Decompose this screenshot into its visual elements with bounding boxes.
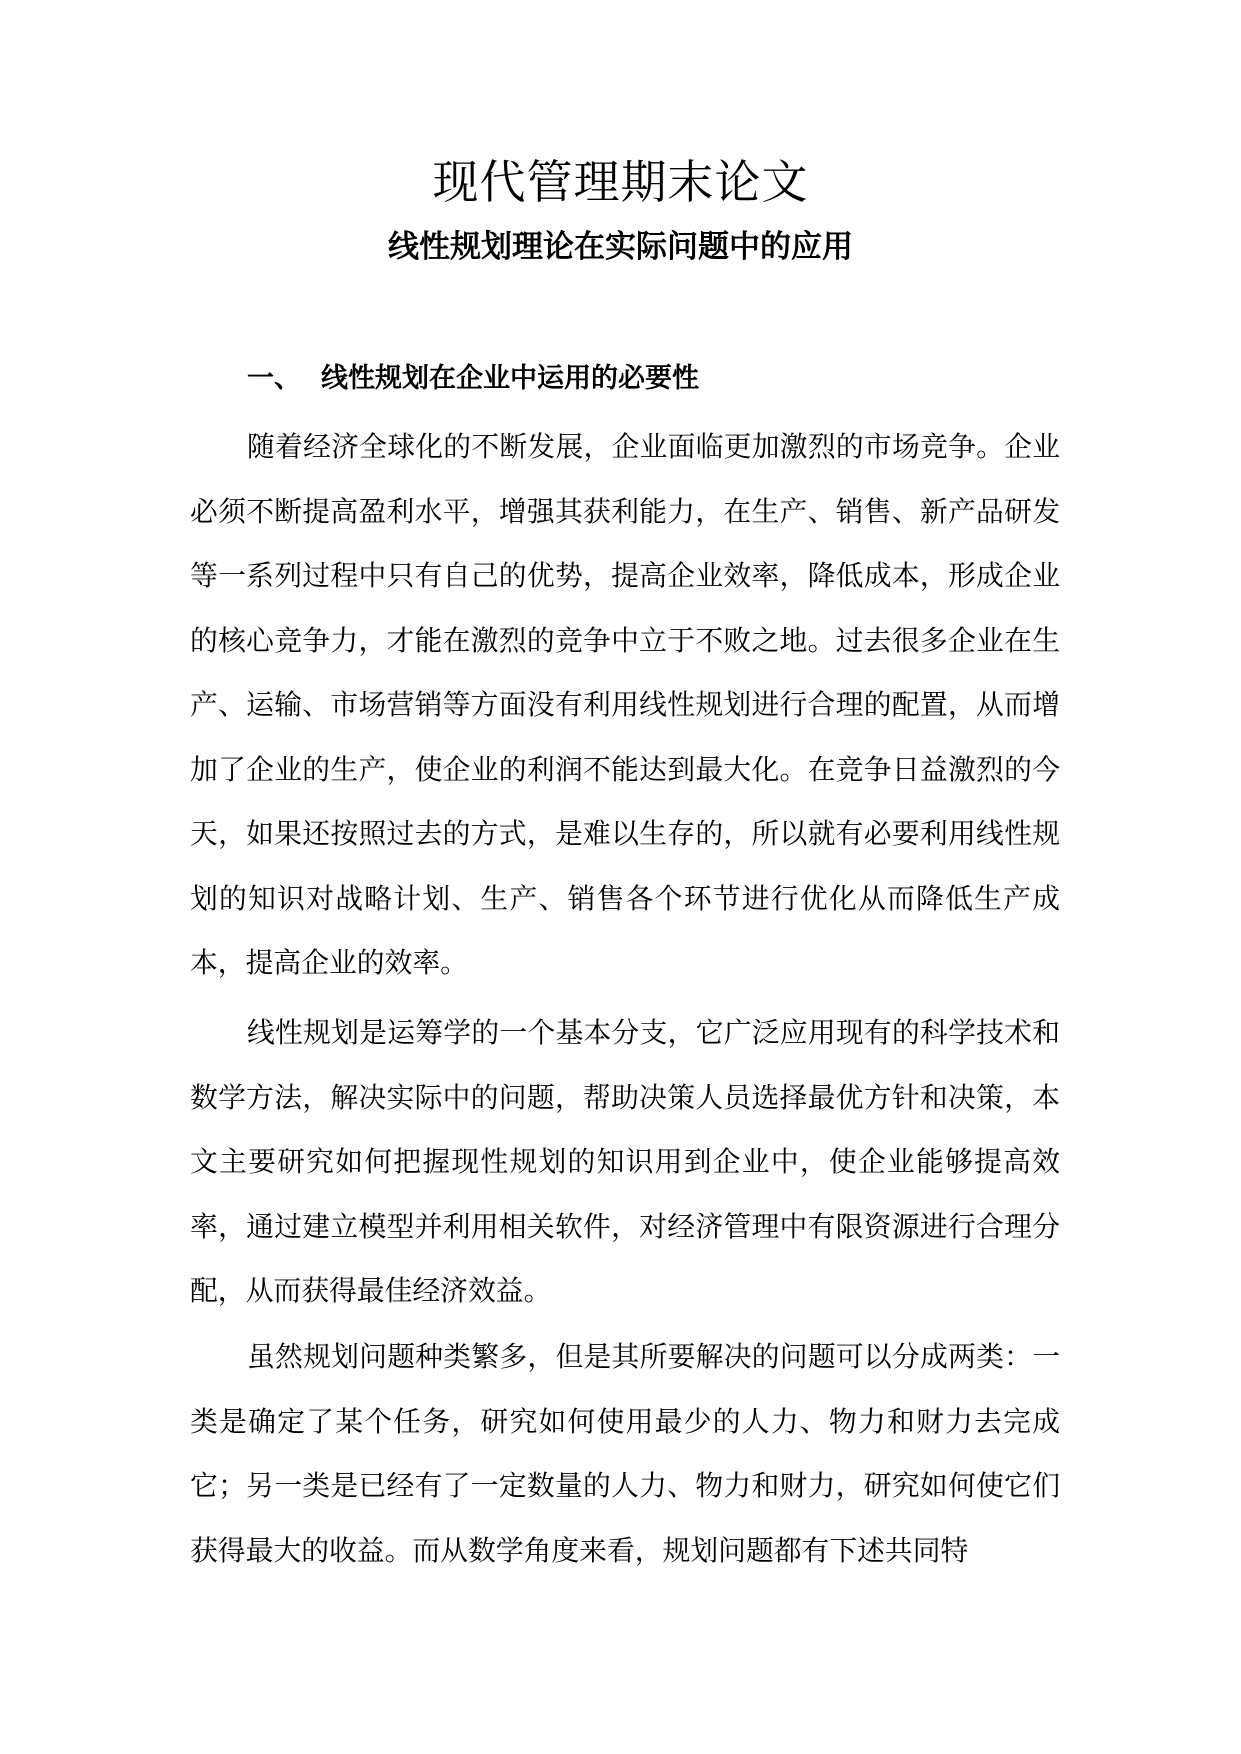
document-title: 现代管理期末论文 xyxy=(432,155,809,209)
paragraph-1: 随着经济全球化的不断发展，企业面临更加激烈的市场竞争。企业必须不断提高盈利水平，增强其获利能力，在生产、销售、新产品研发等一系列过程中只有自己的优势，提高企业效率，降低成本，形成企业的核心竞争力，才能在激烈的竞争中立于不败之地。过去很多企业在生产、运输、市场营销等方面没有利用线性规划进行合理的配置，从而增加了企业的生产，使企业的利润不能达到最大化。在竞争日益激烈的今天，如果还按照过去的方式，是难以生存的，所以就有必要利用线性规划的知识对战略计划、生产、销售各个环节进行优化从而降低生产成本，提高企业的效率。 xyxy=(190,430,1060,979)
section-number: 一、 xyxy=(247,363,301,394)
section-heading xyxy=(247,359,699,399)
section-heading-text: 线性规划在企业中运用的必要性 xyxy=(321,363,699,394)
document-subtitle: 线性规划理论在实际问题中的应用 xyxy=(388,229,853,265)
paragraph-3: 虽然规划问题种类繁多，但是其所要解决的问题可以分成两类：一类是确定了某个任务，研究如何使用最少的人力、物力和财力去完成它；另一类是已经有了一定数量的人力、物力和财力，研究如何使它们获得最大的收益。而从数学角度来看，规划问题都有下述共同特 xyxy=(190,1340,1060,1567)
paragraph-2: 线性规划是运筹学的一个基本分支，它广泛应用现有的科学技术和数学方法，解决实际中的问题，帮助决策人员选择最优方针和决策，本文主要研究如何把握现性规划的知识用到企业中，使企业能够提高效率，通过建立模型并利用相关软件，对经济管理中有限资源进行合理分配，从而获得最佳经济效益。 xyxy=(190,1016,1060,1307)
